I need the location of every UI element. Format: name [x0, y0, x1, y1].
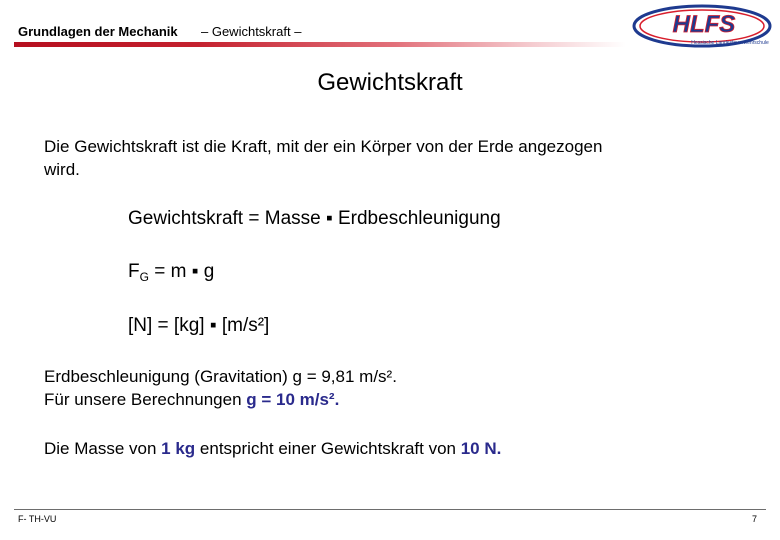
header-divider	[14, 42, 626, 47]
formula-words: Gewichtskraft = Masse ▪ Erdbeschleunigung	[128, 208, 501, 229]
footer-divider	[14, 509, 766, 510]
force-subscript: G	[139, 270, 149, 284]
formula-units: [N] = [kg] ▪ [m/s²]	[128, 315, 270, 336]
logo-subtitle: Hessische Landesfeuerwehrschule	[691, 40, 769, 46]
header-section-title: Grundlagen der Mechanik	[18, 24, 178, 39]
page-number: 7	[752, 514, 758, 524]
gravity-value: g = 10 m/s².	[246, 390, 340, 409]
force-symbol: F	[128, 261, 140, 282]
logo-wordmark: HLFS	[672, 11, 736, 38]
gravity-line-2	[44, 388, 397, 411]
mass-prefix: Die Masse von	[44, 439, 162, 458]
gravity-paragraph	[44, 365, 397, 411]
gravity-line-1: Erdbeschleunigung (Gravitation) g = 9,81 m/s².	[44, 367, 397, 386]
gravity-line-2-text: Für unsere Berechnungen	[44, 390, 247, 409]
force-value: 10 N.	[460, 439, 502, 458]
page-title: Gewichtskraft	[317, 69, 463, 96]
mass-middle: entspricht einer Gewichtskraft von	[195, 439, 461, 458]
intro-line-1: Die Gewichtskraft ist die Kraft, mit der ein Körper von der Erde angezogen	[44, 137, 603, 156]
intro-paragraph	[44, 135, 602, 181]
footer-label: F- TH-VU	[18, 514, 57, 524]
formula-symbols	[128, 261, 214, 283]
formula-symbols-rest: = m ▪ g	[148, 261, 215, 282]
hlfs-logo	[632, 4, 774, 48]
header-topic: – Gewichtskraft –	[201, 24, 302, 39]
mass-paragraph	[44, 437, 501, 460]
mass-value: 1 kg	[161, 439, 196, 458]
intro-line-2: wird.	[44, 160, 80, 179]
